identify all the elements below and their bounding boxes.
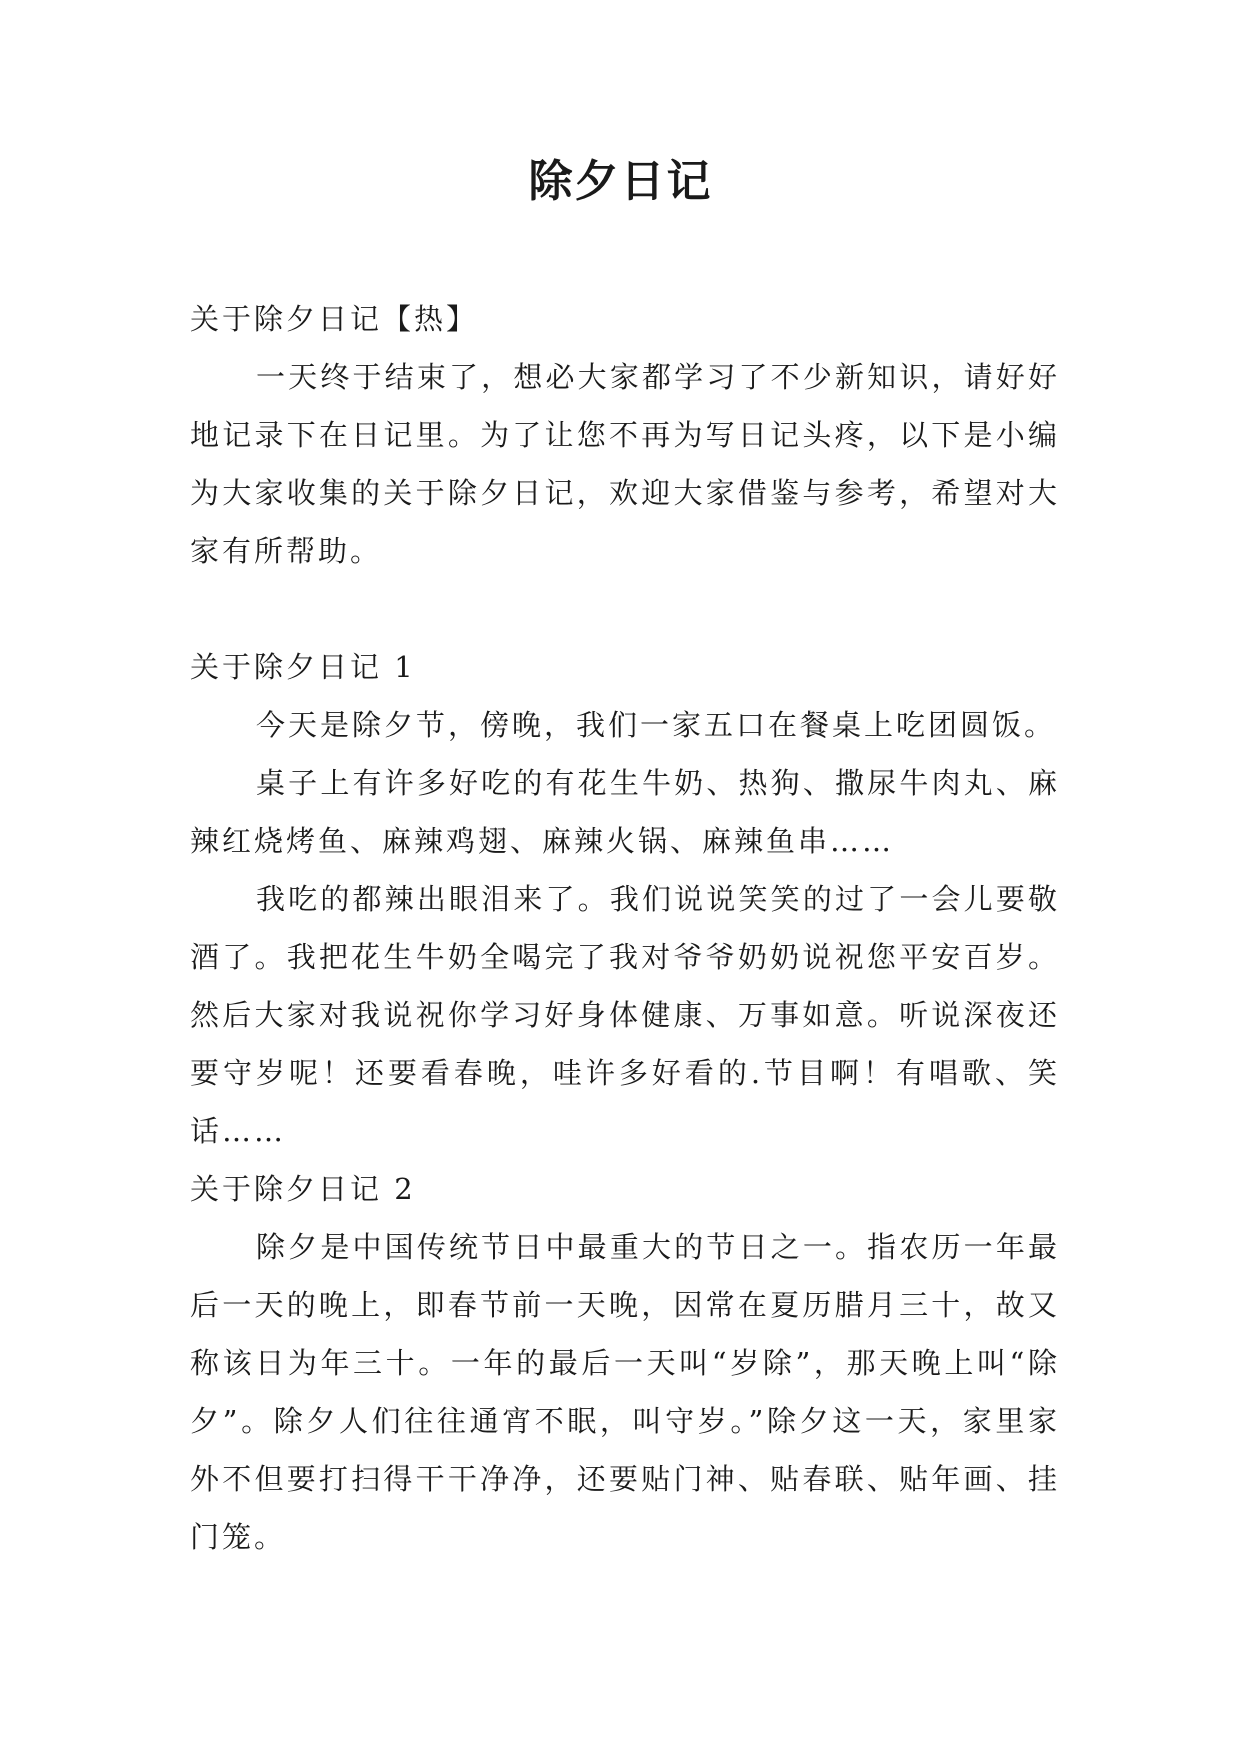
section-2-paragraph-1: 除夕是中国传统节日中最重大的节日之一。指农历一年最后一天的晚上，即春节前一天晚，因常在夏历腊月三十，故又称该日为年三十。一年的最后一天叫“岁除”，那天晚上叫“除夕”。除夕人们往往通宵不眠，叫守岁。”除夕这一天，家里家外不但要打扫得干干净净，还要贴门神、贴春联、贴年画、挂门笼。 [190, 1230, 1060, 1554]
section-1-paragraph-2: 桌子上有许多好吃的有花生牛奶、热狗、撒尿牛肉丸、麻辣红烧烤鱼、麻辣鸡翅、麻辣火锅、麻辣鱼串…… [190, 766, 1060, 858]
section-2-heading: 关于除夕日记 2 [190, 1172, 416, 1206]
section-1-heading: 关于除夕日记 1 [190, 650, 416, 684]
section-1-paragraph-3: 我吃的都辣出眼泪来了。我们说说笑笑的过了一会儿要敬酒了。我把花生牛奶全喝完了我对爷爷奶奶说祝您平安百岁。然后大家对我说祝你学习好身体健康、万事如意。听说深夜还要守岁呢！还要看春晚，哇许多好看的.节目啊！有唱歌、笑话…… [190, 882, 1060, 1148]
page-title: 除夕日记 [528, 156, 713, 207]
section-spacer [190, 580, 1060, 638]
section-1-paragraph-1: 今天是除夕节，傍晚，我们一家五口在餐桌上吃团圆饭。 [256, 708, 1057, 742]
intro-heading: 关于除夕日记【热】 [190, 302, 479, 336]
intro-paragraph: 一天终于结束了，想必大家都学习了不少新知识，请好好地记录下在日记里。为了让您不再为写日记头疼，以下是小编为大家收集的关于除夕日记，欢迎大家借鉴与参考，希望对大家有所帮助。 [190, 360, 1060, 568]
document-body [190, 290, 1060, 1566]
